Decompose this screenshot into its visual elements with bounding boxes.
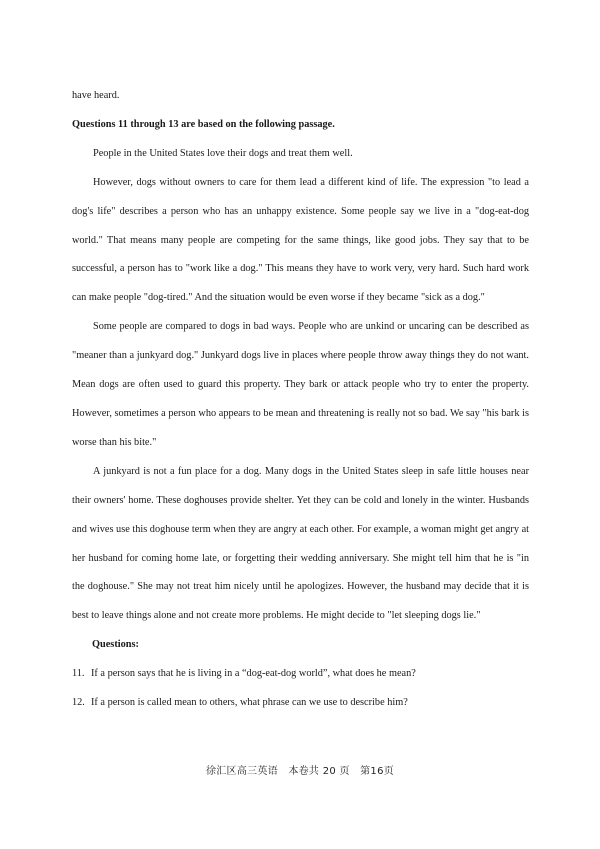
paragraph-4: A junkyard is not a fun place for a dog. Many dogs in the United States sleep in safe little houses near their owners' home. These doghouses provide shelter. Yet they can be cold and lonely in the winter. Husbands and wives use this doghouse term when they are angry at each other. For example, a woman might get angry at her husband for coming home late, or forgetting their wedding anniversary. She might tell him that he is "in the doghouse." She may not treat him nicely until he apologizes. However, the husband may decide that it is best to leave things alone and not create more problems. He might decide to "let sleeping dogs lie." (72, 465, 529, 622)
paragraph-3: Some people are compared to dogs in bad ways. People who are unkind or uncaring can be described as "meaner than a junkyard dog." Junkyard dogs live in places where people throw away things they do not want. Mean dogs are often used to guard this property. They bark or attack people who try to enter the property. However, sometimes a person who appears to be mean and threatening is really not so bad. We say "his bark is worse than his bite." (72, 321, 529, 448)
page-footer: 徐汇区高三英语 本卷共 20 页 第16页 (205, 766, 395, 777)
paragraph-2: However, dogs without owners to care for them lead a different kind of life. The expression "to lead a dog's life" describes a person who has an unhappy existence. Some people say we live in a "dog-eat-dog world." That means many people are competing for the same things, like good jobs. They say that to be successful, a person has to "work like a dog." This means they have to work very, very hard. Such hard work can make people "dog-tired." And the situation would be even worse if they became "sick as a dog." (72, 176, 529, 304)
question-text: If a person is called mean to others, what phrase can we use to describe him? (91, 697, 408, 709)
question-number: 12. (72, 697, 85, 709)
document-page (72, 82, 529, 718)
questions-heading: Questions: (92, 639, 139, 651)
leading-fragment: have heard. (72, 90, 120, 101)
question-text: If a person says that he is living in a “dog-eat-dog world”, what does he mean? (91, 668, 416, 680)
question-11 (72, 660, 529, 689)
paragraph-1: People in the United States love their dogs and treat them well. (93, 147, 353, 159)
question-12 (72, 689, 529, 718)
section-heading: Questions 11 through 13 are based on the following passage. (72, 118, 335, 130)
question-number: 11. (72, 668, 85, 680)
